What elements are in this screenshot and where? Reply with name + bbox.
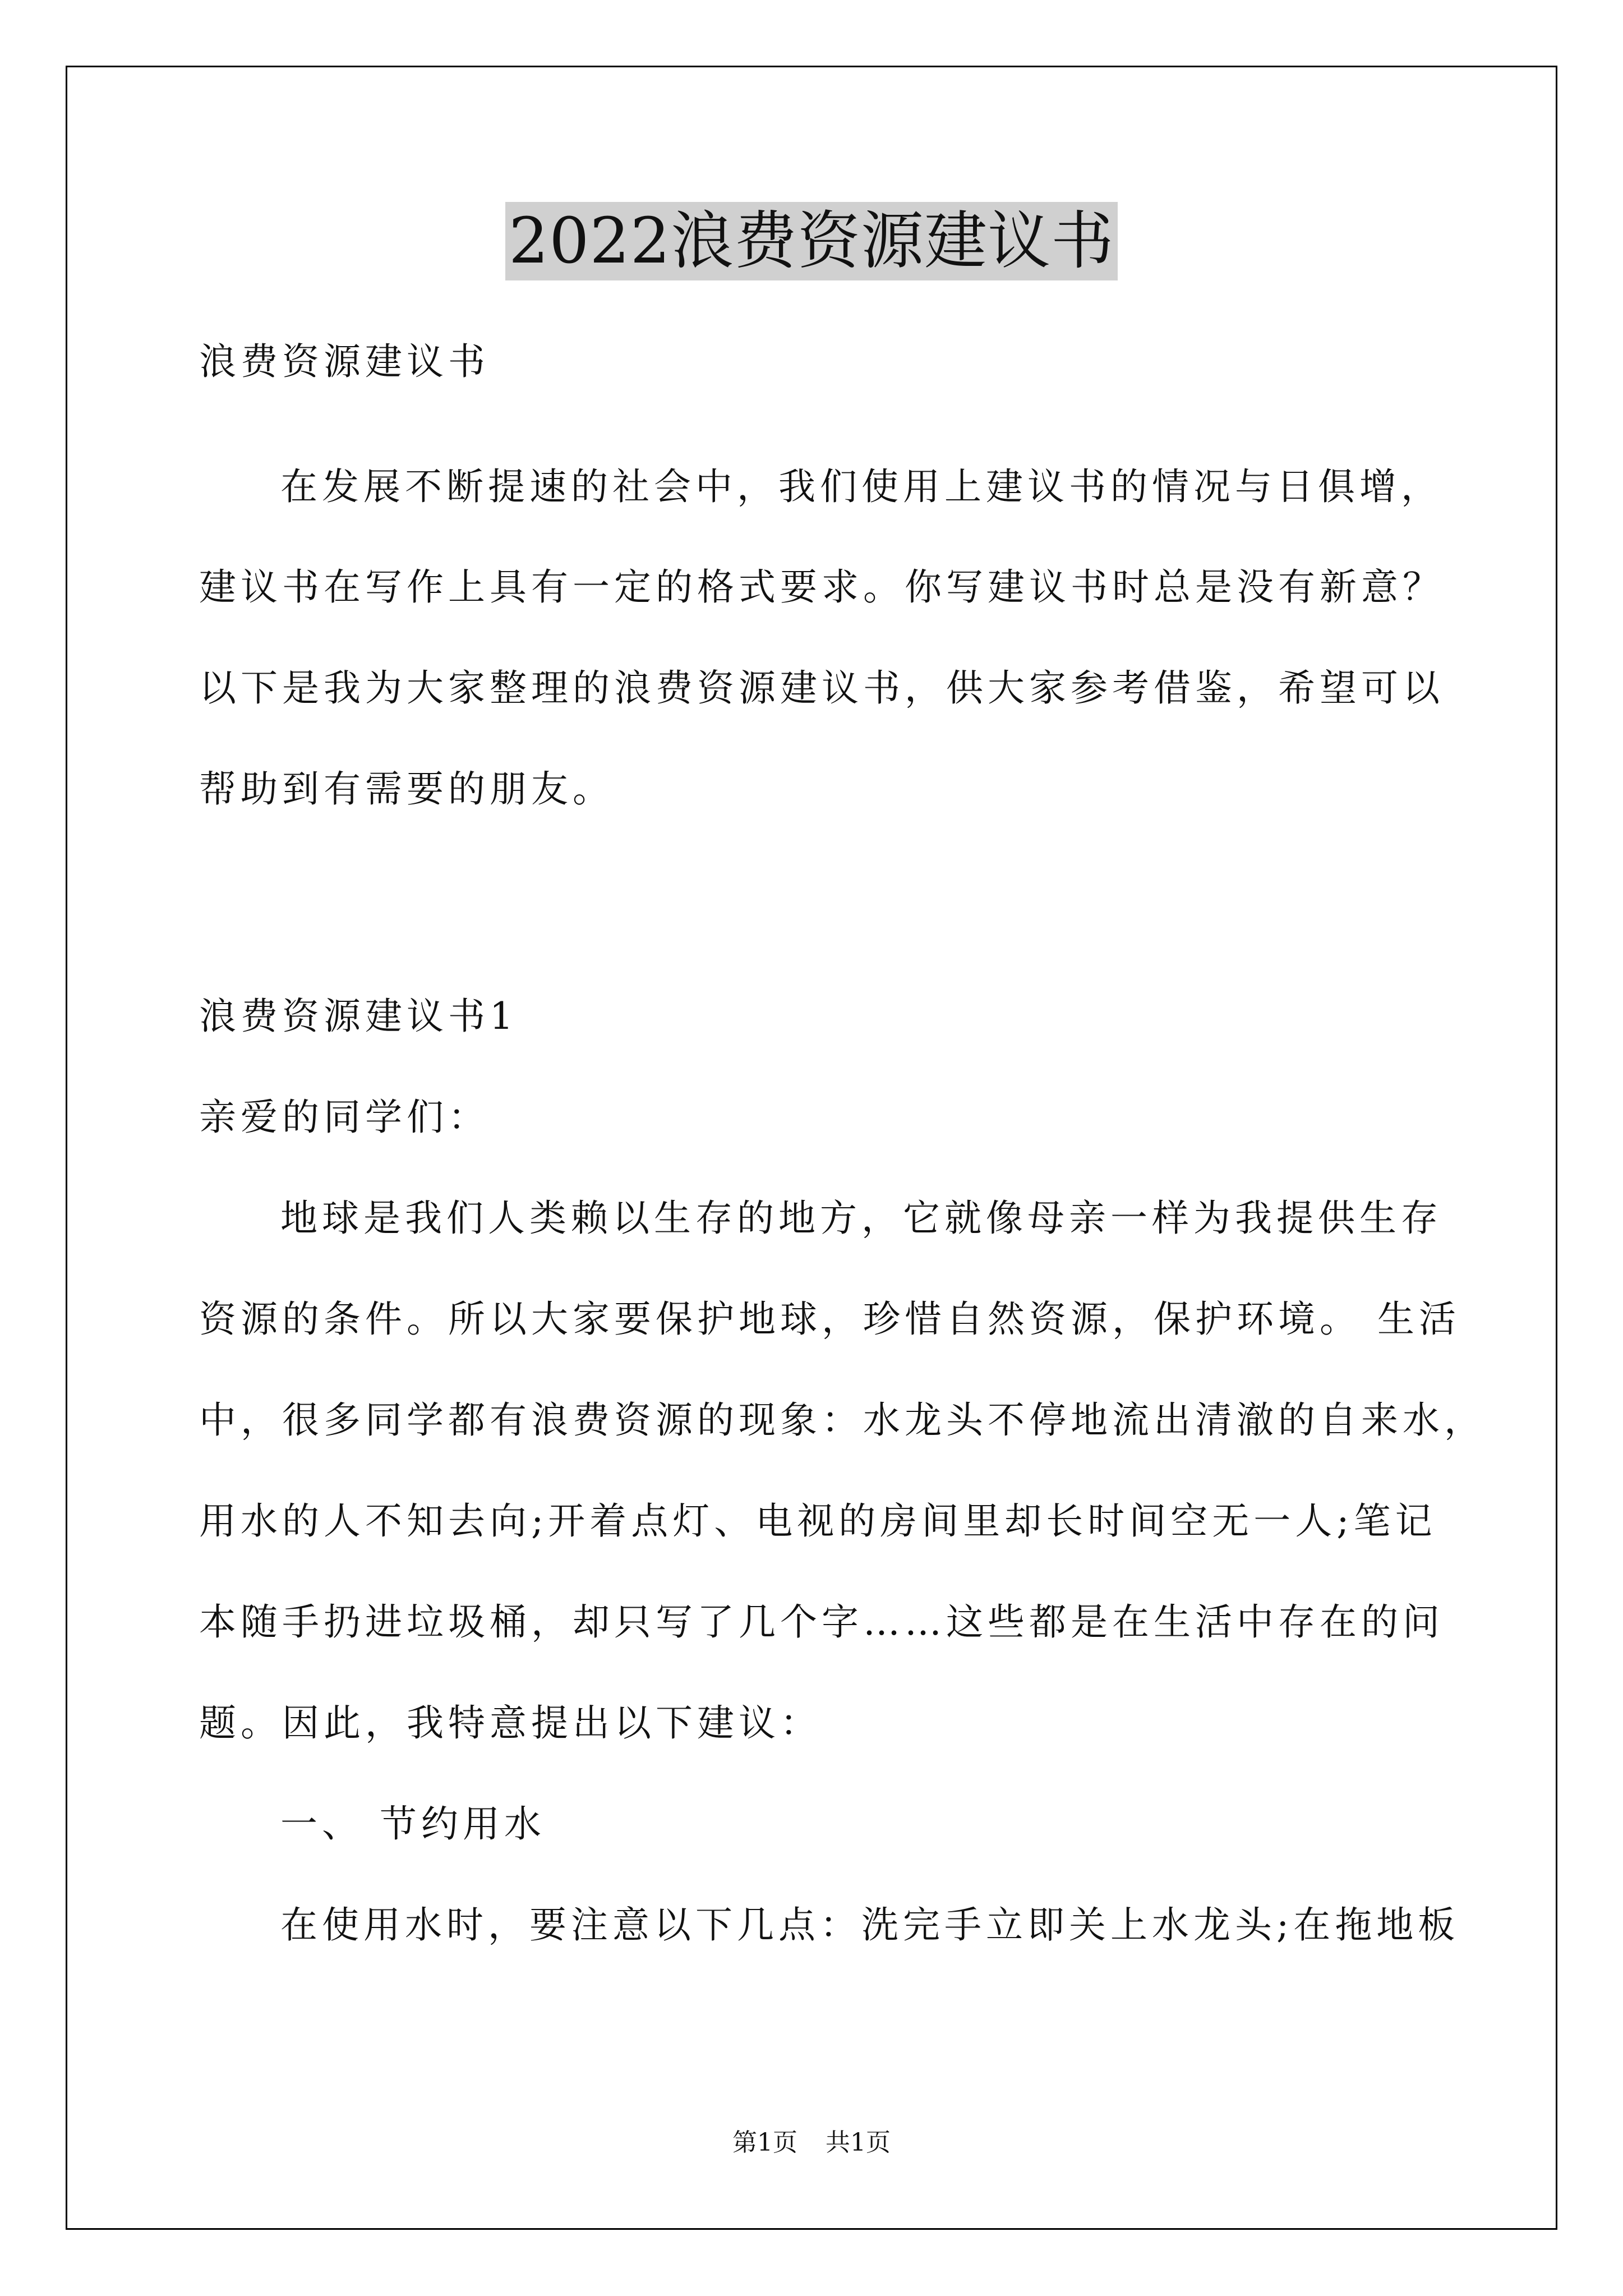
paragraph-line: 题。因此，我特意提出以下建议： <box>199 1701 822 1745</box>
document-title: 2022浪费资源建议书 <box>505 202 1118 280</box>
paragraph-line: 在使用水时，要注意以下几点：洗完手立即关上水龙头;在拖地板 <box>280 1903 1460 1947</box>
paragraph-line: 建议书在写作上具有一定的格式要求。你写建议书时总是没有新意？ <box>199 565 1444 609</box>
paragraph-line: 以下是我为大家整理的浪费资源建议书，供大家参考借鉴，希望可以 <box>199 666 1444 710</box>
salutation: 亲爱的同学们： <box>199 1096 490 1139</box>
paragraph-line: 地球是我们人类赖以生存的地方，它就像母亲一样为我提供生存 <box>280 1197 1442 1240</box>
page-footer <box>0 2126 1623 2160</box>
paragraph-line: 用水的人不知去向;开着点灯、电视的房间里却长时间空无一人;笔记 <box>199 1499 1437 1543</box>
page-number-current: 第1页 <box>732 2128 797 2157</box>
paragraph-line: 本随手扔进垃圾桶，却只写了几个字……这些都是在生活中存在的问 <box>199 1600 1444 1644</box>
title-container <box>0 202 1623 280</box>
list-heading: 一、 节约用水 <box>280 1802 546 1846</box>
paragraph-line: 中，很多同学都有浪费资源的现象：水龙头不停地流出清澈的自来水， <box>199 1398 1486 1442</box>
paragraph-line: 帮助到有需要的朋友。 <box>199 767 614 811</box>
paragraph-line: 在发展不断提速的社会中，我们使用上建议书的情况与日俱增， <box>280 465 1442 508</box>
section-heading: 浪费资源建议书 <box>199 340 490 383</box>
section-heading: 浪费资源建议书1 <box>199 995 518 1038</box>
paragraph-line: 资源的条件。所以大家要保护地球，珍惜自然资源，保护环境。 生活 <box>199 1297 1460 1341</box>
page-number-total: 共1页 <box>826 2128 891 2157</box>
